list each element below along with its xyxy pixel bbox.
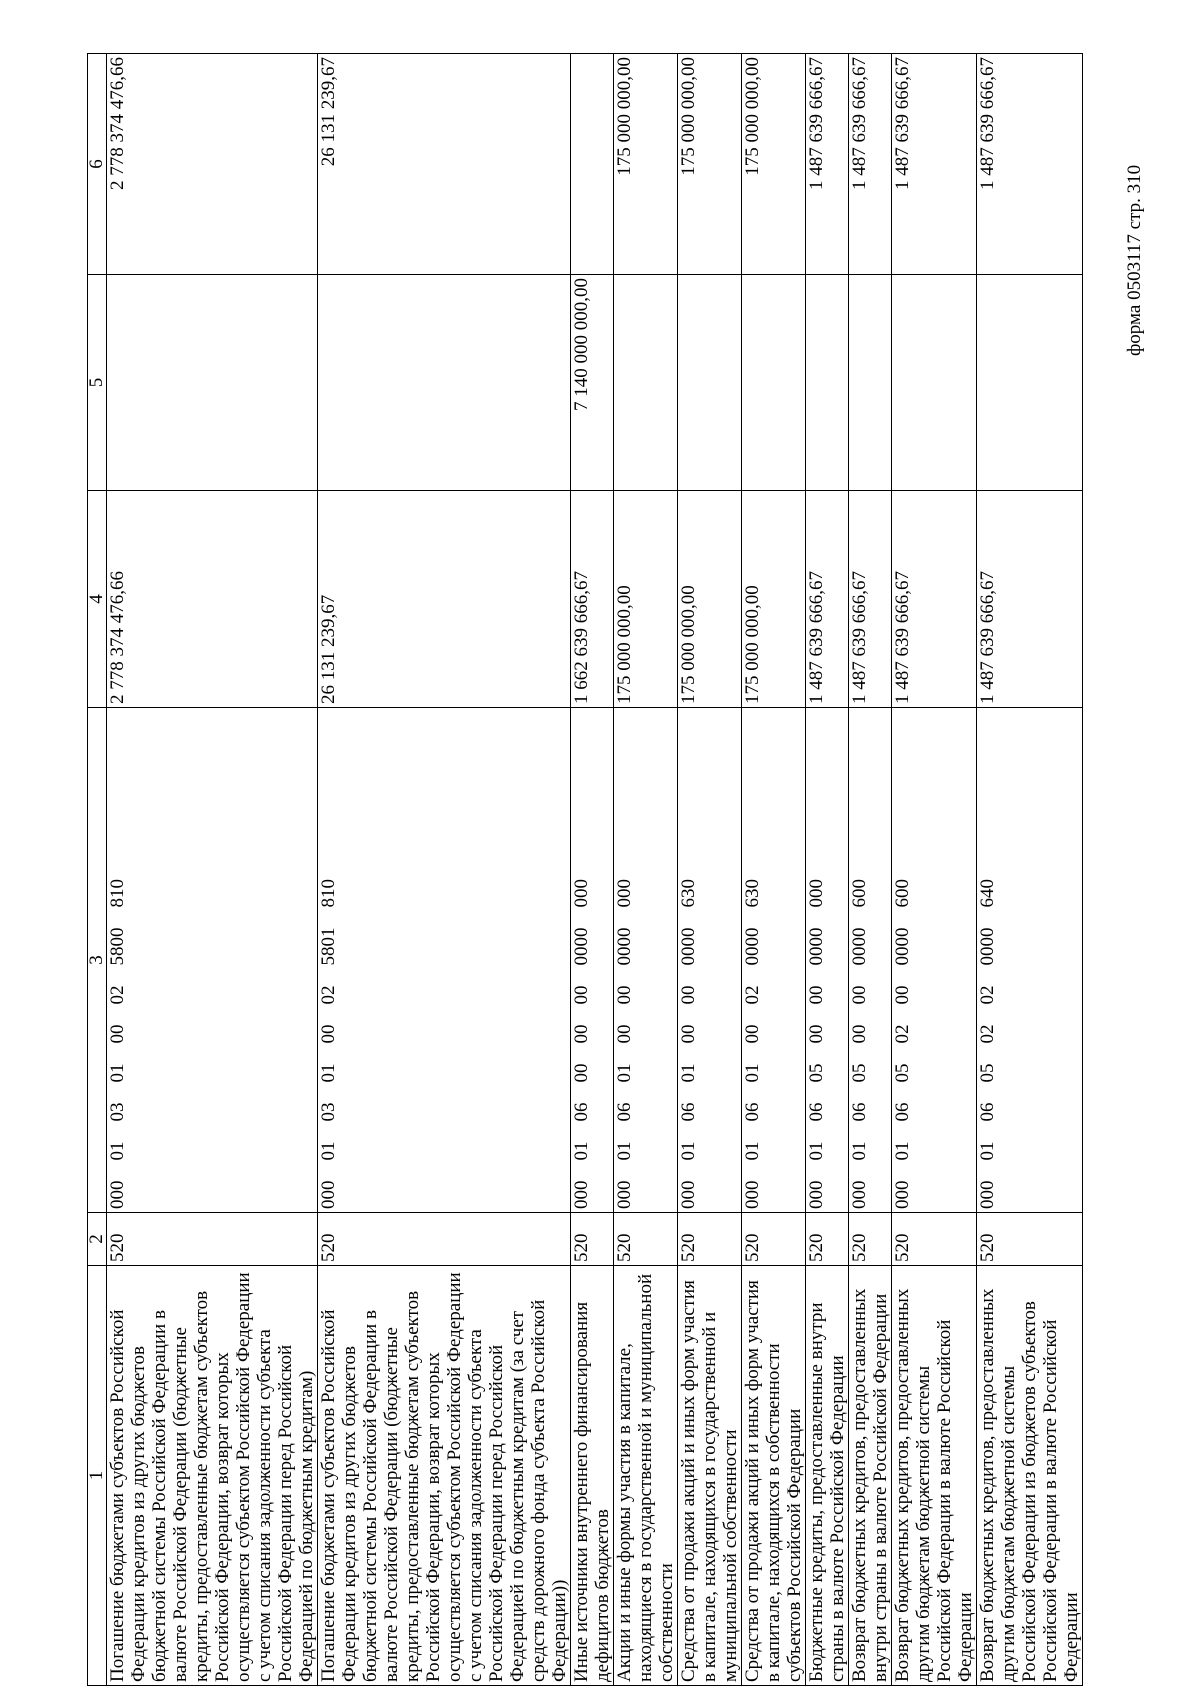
code-segment: 06 xyxy=(806,1102,827,1122)
row-name-cell: Средства от продажи акций и иных форм участия в капитале, находящихся в собственности субъектов Российской Федерации xyxy=(742,1266,806,1686)
table-row xyxy=(849,54,892,1686)
code-segment: 000 xyxy=(614,1180,635,1209)
table-row xyxy=(977,54,1083,1686)
row-col5-value-cell xyxy=(849,275,892,491)
code-segment: 630 xyxy=(678,879,699,908)
row-line-code-cell: 520 xyxy=(614,1213,678,1266)
code-segment: 000 xyxy=(806,879,827,908)
code-segment: 640 xyxy=(977,879,998,908)
code-segment: 06 xyxy=(571,1102,592,1122)
row-name-cell: Погашение бюджетами субъектов Российской Федерации кредитов из других бюджетов бюджетной системы Российской Федерации в валюте Российской Федерации (бюджетные кредиты, предоставленные бюджетам субъектов Российской Федерации, возврат которых осуществляется субъектом Российской Федерации с учетом списания задолженности субъекта Российской Федерации перед Российской Федерацией по бюджетным кредитам) xyxy=(107,1266,318,1686)
code-segment: 02 xyxy=(107,985,128,1005)
code-segment: 0000 xyxy=(892,927,913,966)
code-segment: 00 xyxy=(571,985,592,1005)
code-segment: 0000 xyxy=(742,927,763,966)
table-row xyxy=(318,54,571,1686)
table-row xyxy=(678,54,742,1686)
report-table xyxy=(87,53,1083,1686)
table-row xyxy=(571,54,614,1686)
row-col5-value-cell xyxy=(614,275,678,491)
row-col5-value-cell xyxy=(892,275,977,491)
code-segment: 02 xyxy=(977,1024,998,1044)
code-segment: 01 xyxy=(742,1063,763,1083)
code-segment: 05 xyxy=(806,1063,827,1083)
code-segment: 02 xyxy=(977,985,998,1005)
code-segment: 06 xyxy=(614,1102,635,1122)
row-col6-value-cell: 26 131 239,67 xyxy=(318,54,571,275)
code-segment: 01 xyxy=(678,1063,699,1083)
code-segment: 630 xyxy=(742,879,763,908)
row-col6-value-cell: 1 487 639 666,67 xyxy=(806,54,849,275)
code-segment: 000 xyxy=(849,1180,870,1209)
code-segment: 03 xyxy=(107,1102,128,1122)
code-segment: 0000 xyxy=(614,927,635,966)
code-segment: 810 xyxy=(107,879,128,908)
code-segment: 01 xyxy=(318,1141,339,1161)
code-segment: 06 xyxy=(742,1102,763,1122)
code-segment: 000 xyxy=(742,1180,763,1209)
row-line-code-cell: 520 xyxy=(571,1213,614,1266)
row-col6-value-cell xyxy=(571,54,614,275)
code-segment: 01 xyxy=(849,1141,870,1161)
row-col4-value-cell: 26 131 239,67 xyxy=(318,491,571,708)
code-segment: 06 xyxy=(849,1102,870,1122)
report-body xyxy=(107,54,1083,1686)
code-segment: 5800 xyxy=(107,927,128,966)
code-segment: 0000 xyxy=(977,927,998,966)
table-row xyxy=(892,54,977,1686)
row-name-cell: Возврат бюджетных кредитов, предоставленных другим бюджетам бюджетной системы Российской Федерации в валюте Российской Федерации xyxy=(892,1266,977,1686)
row-col5-value-cell xyxy=(742,275,806,491)
code-segment: 810 xyxy=(318,879,339,908)
code-segment: 01 xyxy=(806,1141,827,1161)
column-header-2: 2 xyxy=(88,1213,107,1266)
row-name-cell: Акции и иные формы участия в капитале, находящиеся в государственной и муниципальной собственности xyxy=(614,1266,678,1686)
code-segment: 000 xyxy=(892,1180,913,1209)
column-header-3: 3 xyxy=(88,708,107,1213)
row-budget-classification-code-cell xyxy=(849,708,892,1213)
row-name-cell: Средства от продажи акций и иных форм участия в капитале, находящихся в государственной и муниципальной собственности xyxy=(678,1266,742,1686)
code-segment: 00 xyxy=(614,985,635,1005)
code-segment: 02 xyxy=(892,1024,913,1044)
row-budget-classification-code-cell xyxy=(678,708,742,1213)
row-line-code-cell: 520 xyxy=(806,1213,849,1266)
code-segment: 00 xyxy=(678,985,699,1005)
code-segment: 00 xyxy=(107,1024,128,1044)
code-segment: 01 xyxy=(742,1141,763,1161)
row-col4-value-cell: 175 000 000,00 xyxy=(678,491,742,708)
code-segment: 01 xyxy=(318,1063,339,1083)
row-col5-value-cell xyxy=(977,275,1083,491)
column-header-5: 5 xyxy=(88,275,107,491)
row-line-code-cell: 520 xyxy=(742,1213,806,1266)
code-segment: 05 xyxy=(892,1063,913,1083)
code-segment: 00 xyxy=(849,985,870,1005)
code-segment: 000 xyxy=(678,1180,699,1209)
row-name-cell: Бюджетные кредиты, предоставленные внутри страны в валюте Российской Федерации xyxy=(806,1266,849,1686)
code-segment: 600 xyxy=(849,879,870,908)
code-segment: 03 xyxy=(318,1102,339,1122)
row-col6-value-cell: 175 000 000,00 xyxy=(614,54,678,275)
column-header-6: 6 xyxy=(88,54,107,275)
table-row xyxy=(806,54,849,1686)
row-col4-value-cell: 175 000 000,00 xyxy=(742,491,806,708)
code-segment: 01 xyxy=(892,1141,913,1161)
code-segment: 06 xyxy=(892,1102,913,1122)
row-col4-value-cell: 1 487 639 666,67 xyxy=(806,491,849,708)
row-col6-value-cell: 175 000 000,00 xyxy=(742,54,806,275)
row-col6-value-cell: 175 000 000,00 xyxy=(678,54,742,275)
row-col4-value-cell: 1 662 639 666,67 xyxy=(571,491,614,708)
row-col5-value-cell xyxy=(806,275,849,491)
row-name-cell: Погашение бюджетами субъектов Российской Федерации кредитов из других бюджетов бюджетной системы Российской Федерации в валюте Российской Федерации (бюджетные кредиты, предоставленные бюджетам субъектов Российской Федерации, возврат которых осуществляется субъектом Российской Федерации с учетом списания задолженности субъекта Российской Федерации перед Российской Федерацией по бюджетным кредитам (за счет средств дорожного фонда субъекта Российской Федерации)) xyxy=(318,1266,571,1686)
column-number-row xyxy=(88,54,107,1686)
table-row xyxy=(742,54,806,1686)
code-segment: 01 xyxy=(678,1141,699,1161)
code-segment: 000 xyxy=(107,1180,128,1209)
row-col4-value-cell: 175 000 000,00 xyxy=(614,491,678,708)
row-col4-value-cell: 1 487 639 666,67 xyxy=(892,491,977,708)
row-col6-value-cell: 1 487 639 666,67 xyxy=(977,54,1083,275)
code-segment: 0000 xyxy=(849,927,870,966)
row-col4-value-cell: 1 487 639 666,67 xyxy=(849,491,892,708)
code-segment: 600 xyxy=(892,879,913,908)
code-segment: 01 xyxy=(107,1141,128,1161)
row-name-cell: Возврат бюджетных кредитов, предоставленных внутри страны в валюте Российской Федерации xyxy=(849,1266,892,1686)
code-segment: 000 xyxy=(614,879,635,908)
row-budget-classification-code-cell xyxy=(806,708,849,1213)
row-line-code-cell: 520 xyxy=(678,1213,742,1266)
row-budget-classification-code-cell xyxy=(571,708,614,1213)
row-col6-value-cell: 1 487 639 666,67 xyxy=(892,54,977,275)
row-name-cell: Возврат бюджетных кредитов, предоставленных другим бюджетам бюджетной системы Российской Федерации из бюджетов субъектов Российской Федерации в валюте Российской Федерации xyxy=(977,1266,1083,1686)
code-segment: 000 xyxy=(571,1180,592,1209)
row-line-code-cell: 520 xyxy=(107,1213,318,1266)
code-segment: 5801 xyxy=(318,927,339,966)
code-segment: 00 xyxy=(678,1024,699,1044)
code-segment: 02 xyxy=(318,985,339,1005)
code-segment: 00 xyxy=(571,1024,592,1044)
row-budget-classification-code-cell xyxy=(892,708,977,1213)
column-header-4: 4 xyxy=(88,491,107,708)
row-col6-value-cell: 1 487 639 666,67 xyxy=(849,54,892,275)
code-segment: 00 xyxy=(806,1024,827,1044)
table-row xyxy=(614,54,678,1686)
code-segment: 0000 xyxy=(571,927,592,966)
code-segment: 00 xyxy=(806,985,827,1005)
row-col4-value-cell: 2 778 374 476,66 xyxy=(107,491,318,708)
row-budget-classification-code-cell xyxy=(614,708,678,1213)
column-header-1: 1 xyxy=(88,1266,107,1686)
code-segment: 00 xyxy=(571,1063,592,1083)
code-segment: 00 xyxy=(892,985,913,1005)
row-col4-value-cell: 1 487 639 666,67 xyxy=(977,491,1083,708)
row-budget-classification-code-cell xyxy=(742,708,806,1213)
code-segment: 0000 xyxy=(806,927,827,966)
code-segment: 0000 xyxy=(678,927,699,966)
code-segment: 06 xyxy=(678,1102,699,1122)
row-line-code-cell: 520 xyxy=(892,1213,977,1266)
code-segment: 00 xyxy=(742,1024,763,1044)
row-line-code-cell: 520 xyxy=(977,1213,1083,1266)
code-segment: 000 xyxy=(806,1180,827,1209)
code-segment: 05 xyxy=(849,1063,870,1083)
code-segment: 01 xyxy=(977,1141,998,1161)
row-col5-value-cell xyxy=(107,275,318,491)
table-row xyxy=(107,54,318,1686)
row-line-code-cell: 520 xyxy=(318,1213,571,1266)
code-segment: 05 xyxy=(977,1063,998,1083)
row-col5-value-cell xyxy=(318,275,571,491)
code-segment: 00 xyxy=(614,1024,635,1044)
code-segment: 01 xyxy=(571,1141,592,1161)
code-segment: 00 xyxy=(849,1024,870,1044)
code-segment: 00 xyxy=(318,1024,339,1044)
form-label: форма 0503117 стр. 310 xyxy=(1124,164,1145,356)
code-segment: 02 xyxy=(742,985,763,1005)
code-segment: 000 xyxy=(977,1180,998,1209)
code-segment: 01 xyxy=(614,1141,635,1161)
code-segment: 01 xyxy=(107,1063,128,1083)
code-segment: 000 xyxy=(318,1180,339,1209)
code-segment: 01 xyxy=(614,1063,635,1083)
row-budget-classification-code-cell xyxy=(318,708,571,1213)
row-col5-value-cell xyxy=(678,275,742,491)
row-name-cell: Иные источники внутреннего финансирования дефицитов бюджетов xyxy=(571,1266,614,1686)
code-segment: 06 xyxy=(977,1102,998,1122)
row-line-code-cell: 520 xyxy=(849,1213,892,1266)
row-col5-value-cell: 7 140 000 000,00 xyxy=(571,275,614,491)
rotated-report-page xyxy=(86,54,1145,1686)
row-col6-value-cell: 2 778 374 476,66 xyxy=(107,54,318,275)
row-budget-classification-code-cell xyxy=(977,708,1083,1213)
row-budget-classification-code-cell xyxy=(107,708,318,1213)
code-segment: 000 xyxy=(571,879,592,908)
